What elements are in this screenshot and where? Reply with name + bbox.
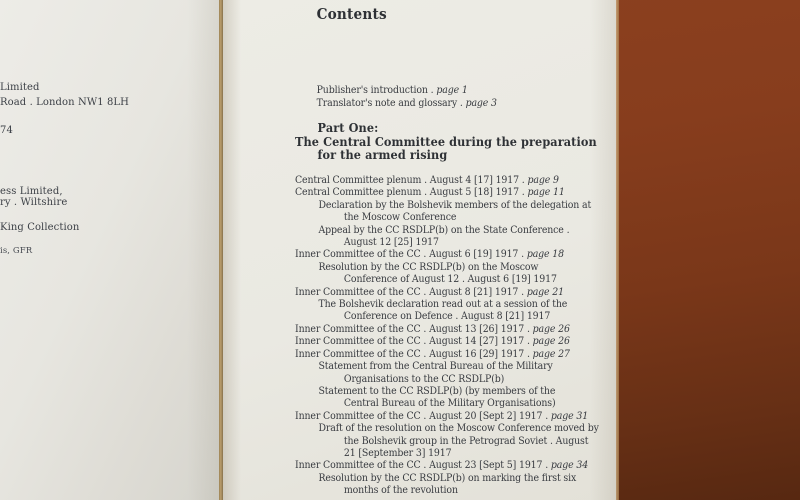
toc-entry-text: the Bolshevik group in the Petrograd Soviet . August bbox=[343, 435, 589, 447]
toc-entry bbox=[295, 187, 615, 199]
part-one-label: Part One: bbox=[317, 121, 379, 135]
toc-entry-text: Inner Committee of the CC . August 14 [27] 1917 . bbox=[295, 336, 533, 348]
toc-entry bbox=[295, 175, 615, 187]
toc-entry-text: Declaration by the Bolshevik members of the delegation at bbox=[318, 199, 592, 211]
intro-entry-text: Publisher's introduction . bbox=[316, 85, 437, 96]
toc-entry-text: Central Committee plenum . August 5 [18] 1917 . bbox=[295, 187, 528, 199]
part-one-heading bbox=[295, 122, 597, 163]
toc-entry-page: page 21 bbox=[526, 286, 564, 298]
toc-entry-text: The Bolshevik declaration read out at a session of the bbox=[318, 299, 568, 311]
toc-entry bbox=[344, 448, 615, 460]
toc-entry-page: page 34 bbox=[550, 460, 589, 472]
toc-entry bbox=[319, 473, 615, 485]
toc-entry-text: Conference of August 12 . August 6 [19] 1917 bbox=[343, 274, 557, 286]
toc-entry bbox=[319, 386, 615, 398]
toc-entry-page: page 9 bbox=[527, 175, 559, 186]
toc-entry bbox=[319, 225, 615, 237]
toc-entry-text: Appeal by the CC RSDLP(b) on the State Conference . bbox=[318, 224, 570, 236]
imprint-fragment: King Collection bbox=[0, 222, 80, 233]
toc-entry bbox=[319, 200, 615, 212]
imprint-fragment: 74 bbox=[0, 125, 13, 136]
imprint-fragment: is, GFR bbox=[0, 246, 33, 256]
toc-entry-text: Statement to the CC RSDLP(b) (by members of the bbox=[318, 385, 556, 397]
intro-entry bbox=[317, 84, 497, 97]
part-one-title-line: The Central Committee during the preparation bbox=[295, 134, 597, 149]
toc-entry bbox=[344, 274, 615, 286]
imprint-fragment: ry . Wiltshire bbox=[0, 197, 68, 208]
toc-entry bbox=[295, 324, 615, 336]
toc-entry-text: August 12 [25] 1917 bbox=[343, 237, 439, 249]
toc-entry-text: Central Bureau of the Military Organisations) bbox=[343, 398, 556, 410]
left-book-page bbox=[0, 0, 220, 500]
toc-entry bbox=[319, 299, 615, 311]
toc-entry-text: Conference on Defence . August 8 [21] 1917 bbox=[343, 311, 551, 323]
toc-entry-page: page 11 bbox=[527, 187, 565, 199]
toc-entry bbox=[319, 361, 615, 373]
toc-entry bbox=[295, 336, 615, 348]
toc-entry bbox=[344, 436, 615, 448]
contents-page-content bbox=[295, 0, 615, 500]
intro-entry bbox=[317, 97, 497, 110]
toc-entry-text: Inner Committee of the CC . August 16 [29] 1917 . bbox=[295, 348, 533, 360]
toc-entry bbox=[319, 423, 615, 435]
intro-entry-page: page 3 bbox=[465, 98, 497, 109]
toc-entry-text: Inner Committee of the CC . August 13 [26] 1917 . bbox=[295, 323, 533, 335]
toc-entry-text: months of the revolution bbox=[343, 485, 458, 497]
toc-entry-text: Draft of the resolution on the Moscow Conference moved by bbox=[318, 423, 599, 435]
toc-entry-text: 21 [September 3] 1917 bbox=[343, 447, 452, 459]
toc-entry-text: Central Committee plenum . August 4 [17] 1917 . bbox=[295, 175, 528, 186]
toc-entry-page: page 27 bbox=[532, 348, 570, 360]
imprint-fragment: ess Limited, bbox=[0, 186, 63, 197]
toc-entry-text: Inner Committee of the CC . August 6 [19] 1917 . bbox=[295, 249, 527, 261]
right-book-page bbox=[223, 0, 616, 500]
toc-entry bbox=[344, 237, 615, 249]
toc-entry bbox=[295, 460, 615, 472]
toc-entry-page: page 26 bbox=[532, 336, 570, 348]
toc-entry-page: page 26 bbox=[532, 323, 570, 335]
toc-entries bbox=[295, 175, 615, 498]
imprint-fragment: Limited bbox=[0, 82, 40, 93]
toc-entry bbox=[344, 311, 615, 323]
toc-entry-text: Statement from the Central Bureau of the Military bbox=[318, 361, 553, 373]
toc-entry bbox=[295, 349, 615, 361]
intro-entry-page: page 1 bbox=[436, 85, 468, 96]
toc-entry bbox=[295, 411, 615, 423]
toc-entry-text: Inner Committee of the CC . August 8 [21] 1917 . bbox=[295, 286, 527, 298]
part-one-title-line: for the armed rising bbox=[317, 148, 448, 162]
toc-entry bbox=[295, 287, 615, 299]
toc-entry bbox=[344, 398, 615, 410]
intro-entry-text: Translator's note and glossary . bbox=[316, 98, 466, 109]
toc-entry-text: the Moscow Conference bbox=[343, 212, 457, 224]
toc-entry-text: Organisations to the CC RSDLP(b) bbox=[343, 373, 505, 385]
toc-entry-text: Resolution by the CC RSDLP(b) on marking the first six bbox=[318, 472, 577, 484]
page-edge bbox=[616, 0, 619, 500]
contents-title: Contents bbox=[316, 6, 387, 23]
toc-entry-text: Inner Committee of the CC . August 23 [Sept 5] 1917 . bbox=[295, 460, 551, 472]
toc-entry-page: page 31 bbox=[550, 410, 589, 422]
toc-entry bbox=[344, 485, 615, 497]
toc-entry-text: Inner Committee of the CC . August 20 [Sept 2] 1917 . bbox=[295, 410, 551, 422]
toc-entry bbox=[295, 249, 615, 261]
toc-entry bbox=[344, 212, 615, 224]
toc-entry bbox=[319, 262, 615, 274]
toc-entry bbox=[344, 374, 615, 386]
intro-entries bbox=[317, 84, 497, 110]
toc-entry-text: Resolution by the CC RSDLP(b) on the Moscow bbox=[318, 261, 539, 273]
imprint-fragment: Road . London NW1 8LH bbox=[0, 97, 129, 108]
toc-entry-page: page 18 bbox=[526, 249, 564, 261]
